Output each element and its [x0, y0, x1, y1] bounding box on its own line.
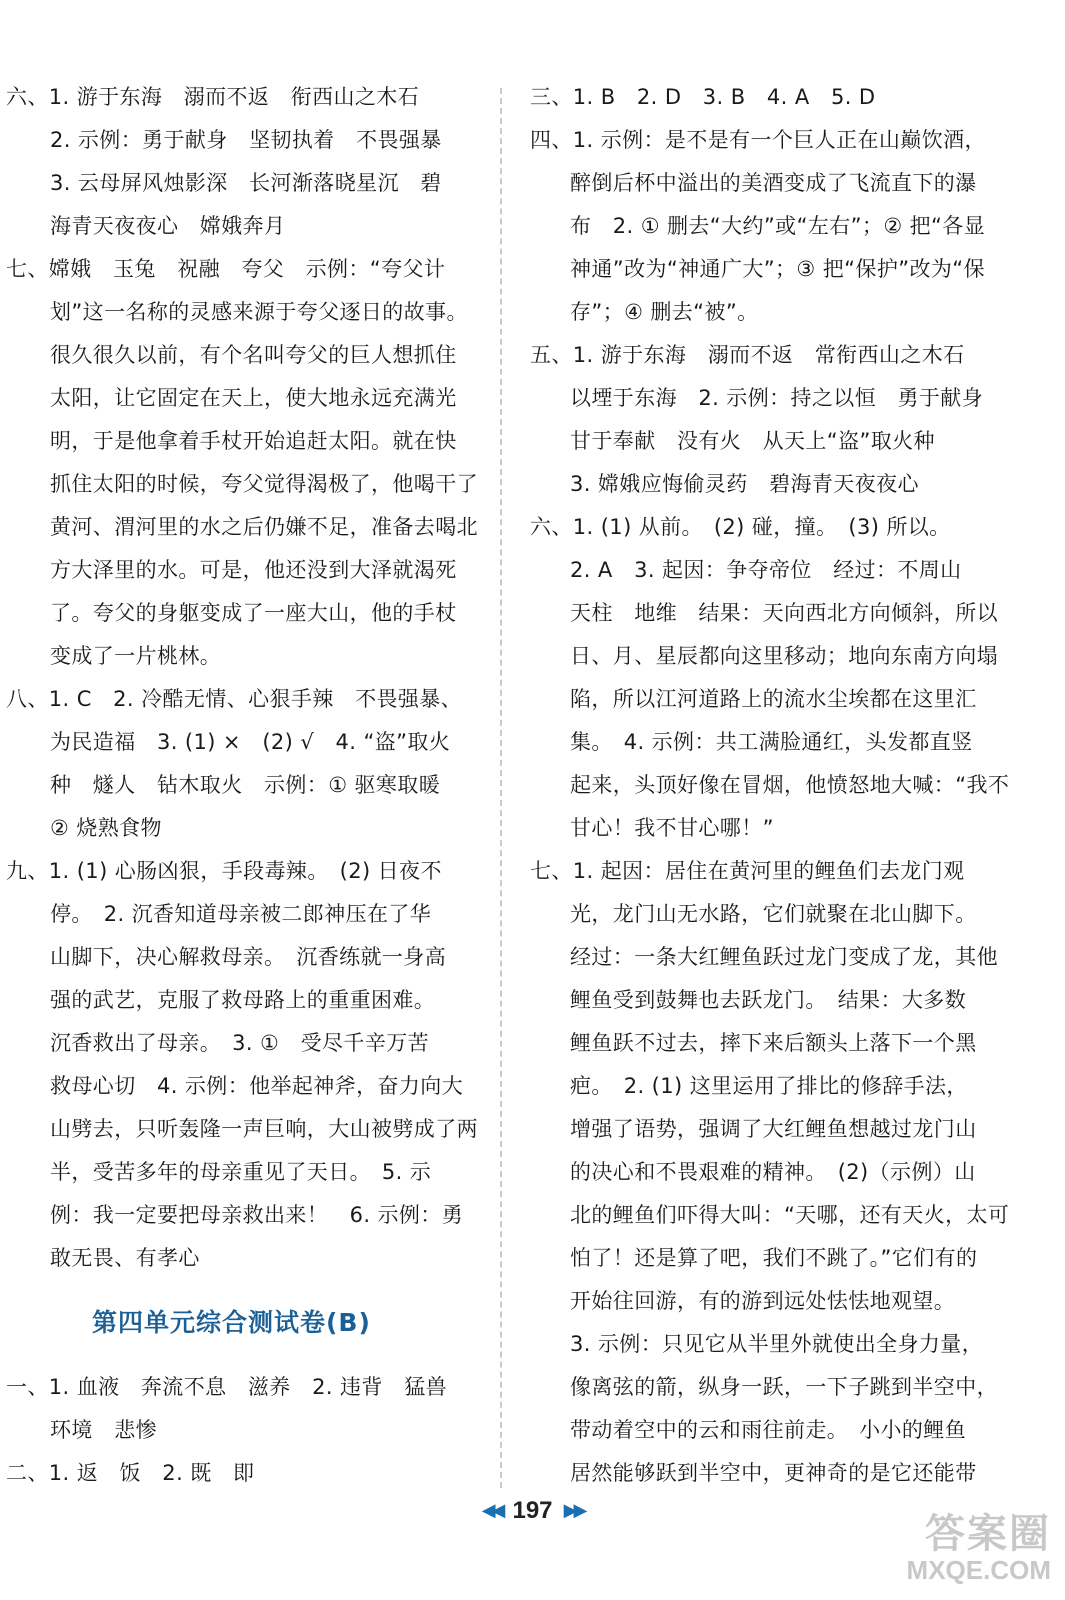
text-line: 五、1. 游于东海 溺而不返 常衔西山之木石: [530, 343, 965, 367]
watermark-url: MXQE.COM: [906, 1555, 1051, 1585]
text-line: 沉香救出了母亲。 3. ① 受尽千辛万苦: [50, 1031, 430, 1055]
text-line: 二、1. 返 饭 2. 既 即: [6, 1461, 255, 1485]
text-line: 集。 4. 示例：共工满脸通红，头发都直竖: [570, 730, 973, 754]
text-line: 救母心切 4. 示例：他举起神斧，奋力向大: [50, 1074, 464, 1098]
text-line: 环境 悲惨: [50, 1418, 157, 1442]
text-line: 六、1. 游于东海 溺而不返 衔西山之木石: [6, 85, 420, 109]
text-line: 敢无畏、有孝心: [50, 1246, 200, 1270]
text-line: 为民造福 3. (1) × (2) √ 4. “盗”取火: [50, 730, 451, 754]
page-number: 197: [512, 1496, 553, 1524]
text-line: ② 烧熟食物: [50, 816, 162, 840]
text-line: 方大泽里的水。可是，他还没到大泽就渴死: [50, 558, 457, 582]
text-line: 怕了！还是算了吧，我们不跳了。”它们有的: [570, 1246, 978, 1270]
text-line: 鲤鱼跃不过去，摔下来后额头上落下一个黑: [570, 1031, 977, 1055]
text-line: 太阳，让它固定在天上，使大地永远充满光: [50, 386, 457, 410]
right-column: [530, 76, 1010, 1495]
text-line: 疤。 2. (1) 这里运用了排比的修辞手法，: [570, 1074, 968, 1098]
text-line: 日、月、星辰都向这里移动；地向东南方向塌: [570, 644, 998, 668]
text-line: 3. 云母屏风烛影深 长河渐落晓星沉 碧: [50, 171, 442, 195]
text-line: 布 2. ① 删去“大约”或“左右”；② 把“各显: [570, 214, 986, 238]
text-line: 3. 示例：只见它从半里外就使出全身力量，: [570, 1332, 984, 1356]
text-line: 存”；④ 删去“被”。: [570, 300, 759, 324]
text-line: 变成了一片桃林。: [50, 644, 222, 668]
text-line: 明，于是他拿着手杖开始追赶太阳。就在快: [50, 429, 457, 453]
text-line: 像离弦的箭，纵身一跃，一下子跳到半空中，: [570, 1375, 998, 1399]
text-line: 光，龙门山无水路，它们就聚在北山脚下。: [570, 902, 977, 926]
text-line: 北的鲤鱼们吓得大叫：“天哪，还有天火，太可: [570, 1203, 1010, 1227]
text-line: 黄河、渭河里的水之后仍嫌不足，准备去喝北: [50, 515, 478, 539]
text-line: 很久很久以前，有个名叫夸父的巨人想抓住: [50, 343, 457, 367]
text-line: 居然能够跃到半空中，更神奇的是它还能带: [570, 1461, 977, 1485]
left-column: [6, 76, 494, 1495]
text-line: 以堙于东海 2. 示例：持之以恒 勇于献身: [570, 386, 984, 410]
text-line: 醉倒后杯中溢出的美酒变成了飞流直下的瀑: [570, 171, 977, 195]
text-line: 一、1. 血液 奔流不息 滋养 2. 违背 猛兽: [6, 1375, 448, 1399]
text-line: 六、1. (1) 从前。 (2) 碰，撞。 (3) 所以。: [530, 515, 951, 539]
text-line: 例：我一定要把母亲救出来！ 6. 示例：勇: [50, 1203, 464, 1227]
previous-page-icon[interactable]: ◀◀: [481, 1499, 502, 1521]
text-line: 三、1. B 2. D 3. B 4. A 5. D: [530, 85, 876, 109]
text-line: 七、1. 起因：居住在黄河里的鲤鱼们去龙门观: [530, 859, 965, 883]
text-line: 2. A 3. 起因：争夺帝位 经过：不周山: [570, 558, 962, 582]
watermark: [907, 1512, 1051, 1584]
next-page-icon[interactable]: ▶▶: [563, 1499, 584, 1521]
text-line: 2. 示例：勇于献身 坚韧执着 不畏强暴: [50, 128, 442, 152]
watermark-logo: 答案圈: [925, 1511, 1051, 1557]
text-line: 种 燧人 钻木取火 示例：① 驱寒取暖: [50, 773, 441, 797]
text-line: 的决心和不畏艰难的精神。 (2)（示例）山: [570, 1160, 976, 1184]
text-line: 鲤鱼受到鼓舞也去跃龙门。 结果：大多数: [570, 988, 967, 1012]
text-line: 半，受苦多年的母亲重见了天日。 5. 示: [50, 1160, 432, 1184]
text-line: 强的武艺，克服了救母路上的重重困难。: [50, 988, 436, 1012]
text-line: 停。 2. 沉香知道母亲被二郎神压在了华: [50, 902, 432, 926]
text-line: 起来，头顶好像在冒烟，他愤怒地大喊：“我不: [570, 773, 1010, 797]
page-footer: [0, 1490, 1065, 1530]
text-line: 增强了语势，强调了大红鲤鱼想越过龙门山: [570, 1117, 977, 1141]
text-line: 甘心！我不甘心哪！”: [570, 816, 774, 840]
text-line: 七、嫦娥 玉兔 祝融 夸父 示例：“夸父计: [6, 257, 446, 281]
section-title: 第四单元综合测试卷(B): [92, 1308, 371, 1337]
text-line: 抓住太阳的时候，夸父觉得渴极了，他喝干了: [50, 472, 478, 496]
text-line: 八、1. C 2. 冷酷无情、心狠手辣 不畏强暴、: [6, 687, 463, 711]
text-line: 带动着空中的云和雨往前走。 小小的鲤鱼: [570, 1418, 967, 1442]
text-line: 经过：一条大红鲤鱼跃过龙门变成了龙，其他: [570, 945, 998, 969]
text-line: 山脚下，决心解救母亲。 沉香练就一身高: [50, 945, 447, 969]
text-line: 划”这一名称的灵感来源于夸父逐日的故事。: [50, 300, 468, 324]
text-line: 九、1. (1) 心肠凶狠，手段毒辣。 (2) 日夜不: [6, 859, 442, 883]
text-line: 甘于奉献 没有火 从天上“盗”取火种: [570, 429, 935, 453]
text-line: 陷，所以江河道路上的流水尘埃都在这里汇: [570, 687, 977, 711]
text-line: 海青天夜夜心 嫦娥奔月: [50, 214, 286, 238]
text-line: 3. 嫦娥应悔偷灵药 碧海青天夜夜心: [570, 472, 919, 496]
text-line: 山劈去，只听轰隆一声巨响，大山被劈成了两: [50, 1117, 478, 1141]
text-line: 了。夸父的身躯变成了一座大山，他的手杖: [50, 601, 457, 625]
column-divider: [500, 88, 502, 1488]
text-line: 四、1. 示例：是不是有一个巨人正在山巅饮酒，: [530, 128, 986, 152]
text-line: 神通”改为“神通广大”；③ 把“保护”改为“保: [570, 257, 985, 281]
text-line: 开始往回游，有的游到远处怯怯地观望。: [570, 1289, 956, 1313]
text-line: 天柱 地维 结果：天向西北方向倾斜，所以: [570, 601, 998, 625]
